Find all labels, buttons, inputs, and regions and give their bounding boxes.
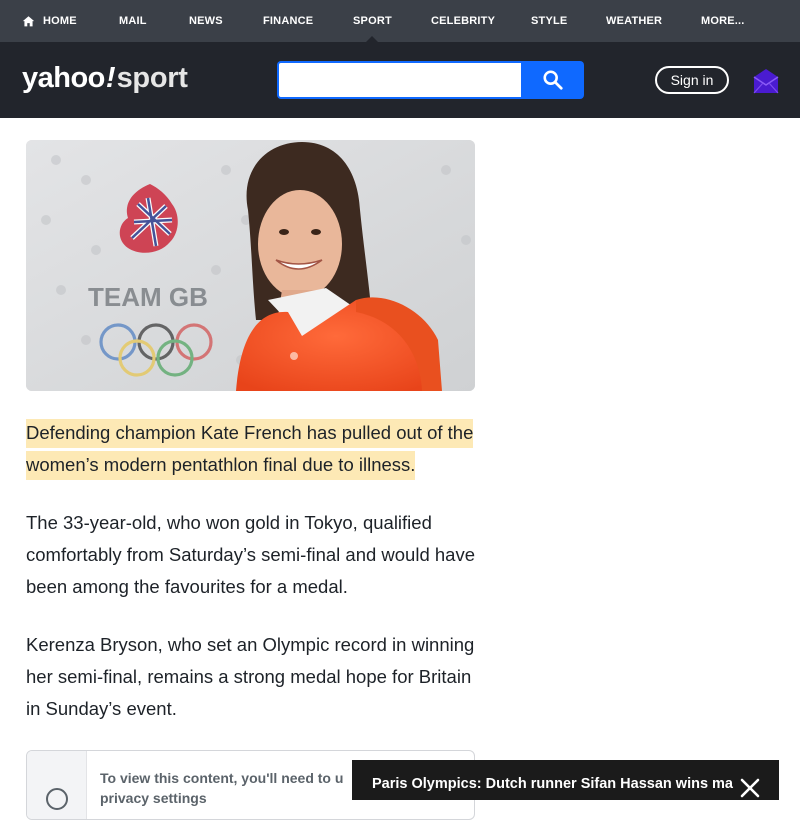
- top-nav: [0, 0, 800, 42]
- nav-home[interactable]: [22, 0, 77, 42]
- info-icon: [46, 788, 68, 810]
- article-hero-image: [26, 140, 475, 391]
- nav-celebrity[interactable]: CELEBRITY: [431, 15, 496, 27]
- home-icon: [22, 15, 35, 28]
- search-button[interactable]: [521, 61, 584, 99]
- lead-highlight-text: Defending champion Kate French has pulled out of the women’s modern pentathlon final due to illness.: [26, 419, 473, 480]
- search-input[interactable]: [277, 61, 521, 99]
- close-icon[interactable]: [738, 776, 762, 800]
- site-header: [0, 42, 800, 118]
- embed-privacy-link[interactable]: privacy settings: [100, 790, 207, 806]
- mail-icon[interactable]: [752, 68, 780, 94]
- nav-news[interactable]: NEWS: [189, 15, 223, 27]
- nav-weather[interactable]: WEATHER: [606, 15, 663, 27]
- nav-mail[interactable]: MAIL: [119, 15, 147, 27]
- article-paragraph-lead: [26, 417, 486, 481]
- article-paragraph: The 33-year-old, who won gold in Tokyo, qualified comfortably from Saturday’s semi-final and would have been among the favourites for a medal.: [26, 512, 476, 597]
- team-gb-text: TEAM GB: [88, 282, 208, 312]
- article-paragraph: Kerenza Bryson, who set an Olympic record in winning her semi-final, remains a strong medal hope for Britain in Sunday’s event.: [26, 634, 475, 719]
- nav-home-label: HOME: [43, 15, 77, 27]
- logo-section: sport: [116, 62, 188, 94]
- logo-brand: yahoo: [22, 62, 105, 94]
- nav-finance[interactable]: FINANCE: [263, 15, 314, 27]
- nav-sport[interactable]: SPORT: [353, 0, 392, 42]
- yahoo-sport-logo[interactable]: [22, 62, 188, 98]
- video-toast-title[interactable]: Paris Olympics: Dutch runner Sifan Hassan wins ma: [372, 776, 733, 792]
- video-toast[interactable]: [352, 760, 779, 800]
- embed-message: [100, 768, 343, 808]
- embed-icon-column: [27, 751, 87, 820]
- logo-bang: !: [105, 62, 116, 94]
- hero-photo: [26, 140, 475, 391]
- nav-more[interactable]: MORE...: [701, 15, 745, 27]
- sign-in-button[interactable]: Sign in: [655, 66, 729, 94]
- embed-message-line1: To view this content, you'll need to u: [100, 770, 344, 786]
- search-icon: [542, 69, 564, 91]
- nav-style[interactable]: STYLE: [531, 15, 568, 27]
